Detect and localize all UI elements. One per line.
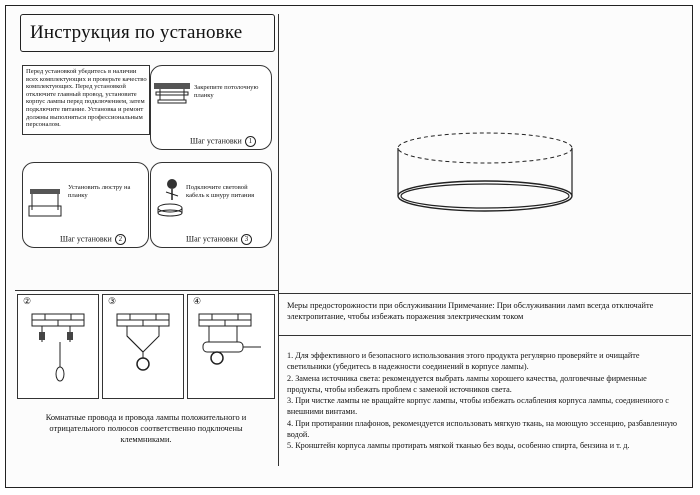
note-3: 3. При чистке лампы не вращайте корпус лампы, чтобы избежать ослабления корпуса лампы, соединенного с внешними винтами. [287, 396, 669, 417]
left-divider [15, 290, 278, 291]
intro-text: Перед установкой убедитесь в наличии всех комплектующих и проверьте качество комплектующих. Перед установкой отключите главный провод, установите корпус лампы перед подключением, затем подключите питание. Установка и ремонт должны выполняться профессиональным персоналом. [26, 68, 147, 129]
note-2: 2. Замена источника света: рекомендуется выбрать лампы хорошего качества, долговечные фирменные продукты, чтобы избежать проблем с заменой источников света. [287, 373, 647, 394]
wiring-note: Комнатные провода и провода лампы положительного и отрицательного полюсов соответственно подключены клеммниками. [45, 413, 247, 445]
right-divider-bottom [278, 335, 691, 336]
lamp-drawing [395, 130, 575, 220]
step-1-instruction: Закрепите потолочную планку [194, 84, 259, 99]
wiring-panel-2-number: ② [23, 296, 32, 306]
step-2-caption: Шаг установки 2 [60, 234, 126, 245]
step-1-illustration [152, 80, 192, 110]
wiring-illustration-2 [30, 312, 88, 392]
step-3-caption: Шаг установки 3 [186, 234, 252, 245]
center-divider [278, 14, 279, 466]
page-title: Инструкция по установке [30, 22, 243, 43]
note-5: 5. Кронштейн корпуса лампы протирать мягкой тканью без воды, особенно спирта, бензина и т. д. [287, 441, 630, 451]
step-2-illustration [26, 186, 66, 220]
step-1-caption: Шаг установки 1 [190, 136, 256, 147]
maintenance-notes [287, 350, 682, 452]
wiring-illustration-4 [197, 312, 267, 392]
wiring-illustration-3 [115, 312, 173, 392]
wiring-panel-4-number: ④ [193, 296, 202, 306]
precautions-text: Меры предосторожности при обслуживании Примечание: При обслуживании ламп всегда отключайте электропитание, чтобы избежать поражения электрическим током [287, 301, 654, 322]
step-3-instruction: Подключите световой кабель к шнуру питания [186, 184, 255, 199]
wiring-panel-3-number: ③ [108, 296, 117, 306]
right-divider-top [278, 293, 691, 294]
step-3-illustration [156, 178, 190, 218]
note-4: 4. При протирании плафонов, рекомендуется использовать мягкую ткань, на моющую эссенцию, разбавленную водой. [287, 418, 678, 440]
step-2-instruction: Установить люстру на планку [68, 184, 131, 199]
note-1: 1. Для эффективного и безопасного использования этого продукта регулярно проверяйте и очищайте светильники (убедитесь в надежности соединений в корпусе лампы). [287, 351, 640, 372]
